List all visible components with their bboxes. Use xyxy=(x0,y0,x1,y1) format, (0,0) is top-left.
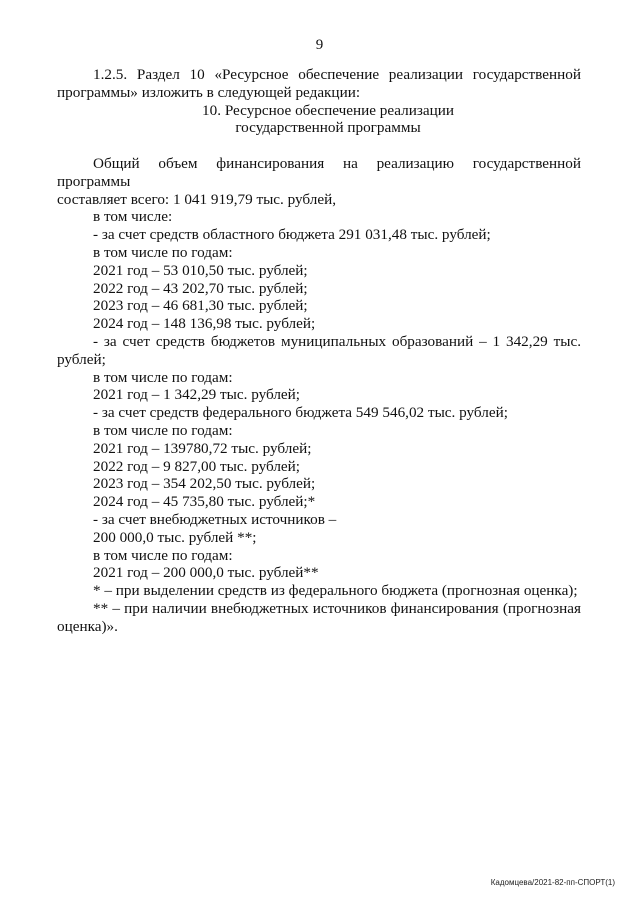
federal-year-2022: 2022 год – 9 827,00 тыс. рублей; xyxy=(93,457,301,475)
section-heading-line-1: 10. Ресурсное обеспечение реализации xyxy=(202,101,454,119)
total-financing-line-1: Общий объем финансирования на реализацию государственной программы xyxy=(57,154,581,190)
document-body xyxy=(57,66,581,636)
regional-year-2023: 2023 год – 46 681,30 тыс. рублей; xyxy=(93,297,308,315)
regional-year-2021: 2021 год – 53 010,50 тыс. рублей; xyxy=(93,261,308,279)
municipal-budget-line-2: рублей; xyxy=(57,350,106,368)
federal-budget-line: - за счет средств федерального бюджета 549 546,02 тыс. рублей; xyxy=(93,404,508,422)
page-number: 9 xyxy=(315,37,324,53)
document-footer-reference: Кадомцева/2021-82-пп-СПОРТ(1) xyxy=(490,878,615,887)
blank-line xyxy=(57,137,581,155)
including-label: в том числе: xyxy=(93,208,173,226)
intro-line-1: 1.2.5. Раздел 10 «Ресурсное обеспечение реализации государственной xyxy=(93,66,581,83)
intro-line-2: программы» изложить в следующей редакции: xyxy=(57,83,361,101)
footnote-1: * – при выделении средств из федерального бюджета (прогнозная оценка); xyxy=(93,582,578,600)
municipal-year-2021: 2021 год – 1 342,29 тыс. рублей; xyxy=(93,386,301,404)
total-financing-line-2: составляет всего: 1 041 919,79 тыс. рублей, xyxy=(57,190,337,208)
section-heading-line-2: государственной программы xyxy=(235,119,421,137)
regional-by-years-label: в том числе по годам: xyxy=(93,243,233,261)
municipal-by-years-label: в том числе по годам: xyxy=(93,368,233,386)
footnote-2-line-1: ** – при наличии внебюджетных источников финансирования (прогнозная xyxy=(93,599,581,617)
regional-year-2022: 2022 год – 43 202,70 тыс. рублей; xyxy=(93,279,308,297)
extrabudget-line-2: 200 000,0 тыс. рублей **; xyxy=(93,528,257,546)
regional-budget-line: - за счет средств областного бюджета 291 031,48 тыс. рублей; xyxy=(93,226,491,244)
federal-year-2021: 2021 год – 139780,72 тыс. рублей; xyxy=(93,439,312,457)
extrabudget-line-1: - за счет внебюджетных источников – xyxy=(93,510,337,528)
regional-year-2024: 2024 год – 148 136,98 тыс. рублей; xyxy=(93,315,316,333)
federal-year-2023: 2023 год – 354 202,50 тыс. рублей; xyxy=(93,475,316,493)
footnote-2-line-2: оценка)». xyxy=(57,617,118,635)
extrabudget-year-2021: 2021 год – 200 000,0 тыс. рублей** xyxy=(93,564,319,582)
municipal-budget-line-1: - за счет средств бюджетов муниципальных образований – 1 342,29 тыс. xyxy=(93,332,581,350)
extrabudget-by-years-label: в том числе по годам: xyxy=(93,546,233,564)
federal-by-years-label: в том числе по годам: xyxy=(93,421,233,439)
federal-year-2024: 2024 год – 45 735,80 тыс. рублей;* xyxy=(93,493,316,511)
